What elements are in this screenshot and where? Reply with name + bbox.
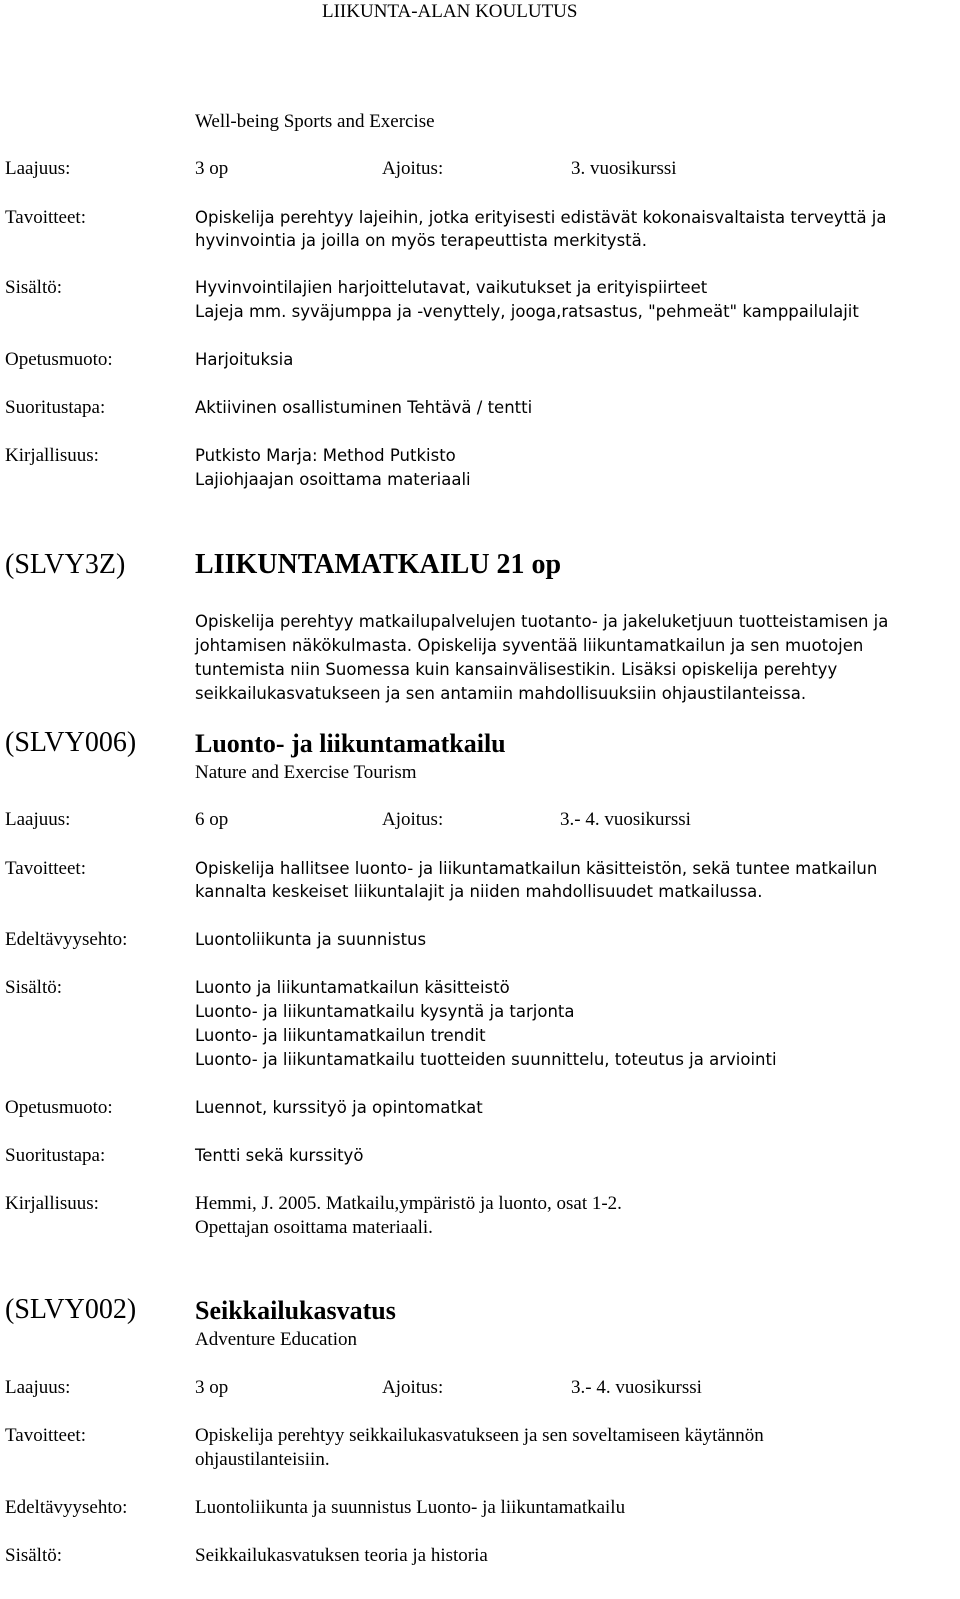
course3-ajoitus-label: Ajoitus: (382, 1377, 444, 1398)
course1-sisalto-line: Hyvinvointilajien harjoittelutavat, vaikutukset ja erityispiirteet (195, 278, 708, 297)
module-code: (SLVY3Z) (5, 549, 126, 580)
course1-tavoitteet-line: Opiskelija perehtyy lajeihin, jotka erityisesti edistävät kokonaisvaltaista terveyttä ja (195, 208, 887, 227)
course2-sisalto-line: Luonto- ja liikuntamatkailun trendit (195, 1026, 486, 1045)
course1-tavoitteet-label: Tavoitteet: (5, 207, 86, 228)
course1-sisalto-line: Lajeja mm. syväjumppa ja -venyttely, jooga,ratsastus, "pehmeät" kamppailulajit (195, 302, 859, 321)
course1-kirjallisuus-label: Kirjallisuus: (5, 445, 99, 466)
course3-sisalto-value: Seikkailukasvatuksen teoria ja historia (195, 1545, 488, 1566)
course2-suoritustapa-value: Tentti sekä kurssityö (195, 1146, 364, 1165)
course2-edeltavyysehto-label: Edeltävyysehto: (5, 929, 128, 950)
course3-tavoitteet-line: ohjaustilanteisiin. (195, 1449, 330, 1470)
course1-laajuus-value: 3 op (195, 158, 229, 179)
course2-tavoitteet-line: Opiskelija hallitsee luonto- ja liikuntamatkailun käsitteistön, sekä tuntee matkailun (195, 859, 878, 878)
course3-ajoitus-value: 3.- 4. vuosikurssi (571, 1377, 702, 1398)
course2-tavoitteet-label: Tavoitteet: (5, 858, 86, 879)
course3-tavoitteet-line: Opiskelija perehtyy seikkailukasvatukseen ja sen soveltamiseen käytännön (195, 1425, 764, 1446)
course2-ajoitus-label: Ajoitus: (382, 809, 444, 830)
module-description-line: seikkailukasvatukseen ja sen antamiin mahdollisuuksiin ohjaustilanteissa. (195, 684, 807, 703)
course2-sisalto-label: Sisältö: (5, 977, 63, 998)
course2-english-title: Nature and Exercise Tourism (195, 762, 417, 783)
course3-edeltavyysehto-value: Luontoliikunta ja suunnistus Luonto- ja liikuntamatkailu (195, 1497, 626, 1518)
course1-tavoitteet-line: hyvinvointia ja joilla on myös terapeuttista merkitystä. (195, 231, 647, 250)
course2-laajuus-value: 6 op (195, 809, 229, 830)
course2-opetusmuoto-label: Opetusmuoto: (5, 1097, 113, 1118)
course1-laajuus-label: Laajuus: (5, 158, 71, 179)
course2-sisalto-line: Luonto- ja liikuntamatkailu tuotteiden suunnittelu, toteutus ja arviointi (195, 1050, 777, 1069)
module-description-line: tuntemista niin Suomessa kuin kansainvälisestikin. Lisäksi opiskelija perehtyy (195, 660, 838, 679)
course1-english-title: Well-being Sports and Exercise (195, 111, 435, 132)
course1-opetusmuoto-value: Harjoituksia (195, 350, 294, 369)
course2-title: Luonto- ja liikuntamatkailu (195, 729, 506, 758)
course2-suoritustapa-label: Suoritustapa: (5, 1145, 106, 1166)
page-header: LIIKUNTA-ALAN KOULUTUS (322, 1, 578, 22)
course2-sisalto-line: Luonto ja liikuntamatkailun käsitteistö (195, 978, 510, 997)
course1-suoritustapa-value: Aktiivinen osallistuminen Tehtävä / tentti (195, 398, 533, 417)
course2-kirjallisuus-label: Kirjallisuus: (5, 1193, 99, 1214)
course2-code: (SLVY006) (5, 727, 137, 758)
course1-kirjallisuus-line: Putkisto Marja: Method Putkisto (195, 446, 456, 465)
module-title: LIIKUNTAMATKAILU 21 op (195, 549, 562, 580)
course2-sisalto-line: Luonto- ja liikuntamatkailu kysyntä ja tarjonta (195, 1002, 575, 1021)
course3-title: Seikkailukasvatus (195, 1296, 396, 1325)
course2-opetusmuoto-value: Luennot, kurssityö ja opintomatkat (195, 1098, 483, 1117)
course3-laajuus-value: 3 op (195, 1377, 229, 1398)
course2-ajoitus-value: 3.- 4. vuosikurssi (560, 809, 691, 830)
course1-sisalto-label: Sisältö: (5, 277, 63, 298)
course3-edeltavyysehto-label: Edeltävyysehto: (5, 1497, 128, 1518)
module-description-line: johtamisen näkökulmasta. Opiskelija syventää liikuntamatkailun ja sen muotojen (195, 636, 864, 655)
course2-edeltavyysehto-value: Luontoliikunta ja suunnistus (195, 930, 427, 949)
course1-kirjallisuus-line: Lajiohjaajan osoittama materiaali (195, 470, 471, 489)
module-description-line: Opiskelija perehtyy matkailupalvelujen tuotanto- ja jakeluketjuun tuotteistamisen ja (195, 612, 889, 631)
course1-ajoitus-label: Ajoitus: (382, 158, 444, 179)
course3-tavoitteet-label: Tavoitteet: (5, 1425, 86, 1446)
course3-code: (SLVY002) (5, 1294, 137, 1325)
course2-kirjallisuus-line: Opettajan osoittama materiaali. (195, 1217, 433, 1238)
course3-laajuus-label: Laajuus: (5, 1377, 71, 1398)
course3-sisalto-label: Sisältö: (5, 1545, 63, 1566)
course2-kirjallisuus-line: Hemmi, J. 2005. Matkailu,ympäristö ja luonto, osat 1-2. (195, 1193, 622, 1214)
course2-tavoitteet-line: kannalta keskeiset liikuntalajit ja niiden mahdollisuudet matkailussa. (195, 882, 763, 901)
course1-opetusmuoto-label: Opetusmuoto: (5, 349, 113, 370)
course3-english-title: Adventure Education (195, 1329, 357, 1350)
course1-ajoitus-value: 3. vuosikurssi (571, 158, 677, 179)
course1-suoritustapa-label: Suoritustapa: (5, 397, 106, 418)
course2-laajuus-label: Laajuus: (5, 809, 71, 830)
